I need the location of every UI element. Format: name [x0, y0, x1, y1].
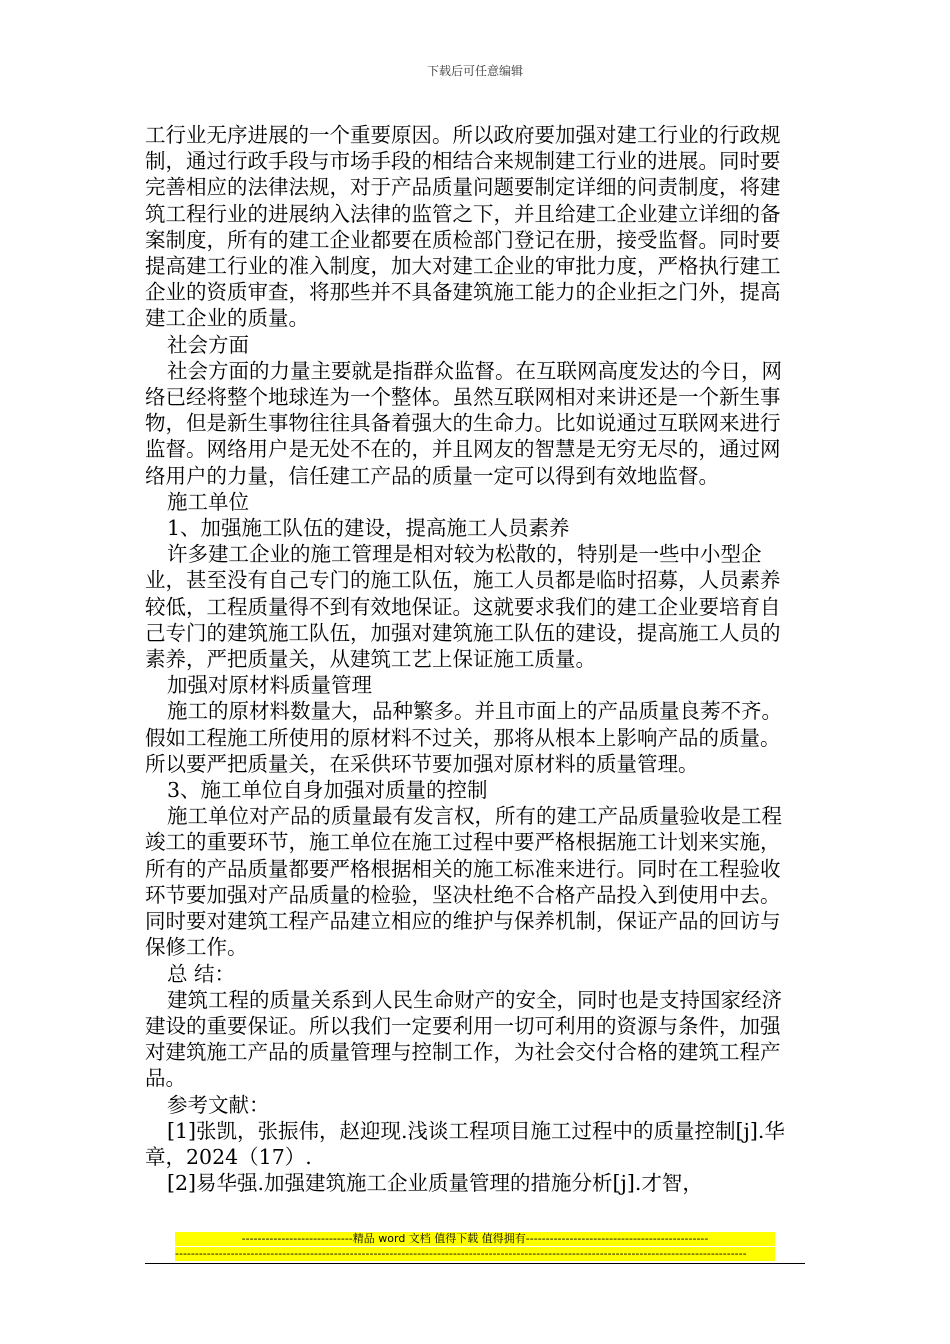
paragraph-social: 社会方面的力量主要就是指群众监督。在互联网高度发达的今日，网络已经将整个地球连为一个整体。虽然互联网相对来讲还是一个新生事物，但是新生事物往往具备着强大的生命力。比如说通过互联网来进行监督。网络用户是无处不在的，并且网友的智慧是无穷无尽的，通过网络用户的力量，信任建工产品的质量一定可以得到有效地监督。: [145, 358, 782, 488]
subheading-team-building: 1、加强施工队伍的建设，提高施工人员素养: [167, 516, 570, 541]
paragraph-team-building: 许多建工企业的施工管理是相对较为松散的，特别是一些中小型企业，甚至没有自己专门的施工队伍，施工人员都是临时招募，人员素养较低，工程质量得不到有效地保证。这就要求我们的建工企业要培育自己专门的建筑施工队伍，加强对建筑施工队伍的建设，提高施工人员的素养，严把质量关，从建筑工艺上保证施工质量。: [145, 542, 781, 672]
document-body: [145, 122, 785, 1196]
reference-item-2: [2]易华强.加强建筑施工企业质量管理的措施分析[j].才智，: [167, 1171, 703, 1196]
paragraph-regulation: 工行业无序进展的一个重要原因。所以政府要加强对建工行业的行政规制，通过行政手段与市场手段的相结合来规制建工行业的进展。同时要完善相应的法律法规，对于产品质量问题要制定详细的问责制度，将建筑工程行业的进展纳入法律的监管之下，并且给建工企业建立详细的备案制度，所有的建工企业都要在质检部门登记在册，接受监督。同时要提高建工行业的准入制度，加大对建工企业的审批力度，严格执行建工企业的资质审查，将那些并不具备建筑施工能力的企业拒之门外，提高建工企业的质量。: [145, 123, 781, 331]
footer-rule: [145, 1263, 805, 1264]
section-heading-social: 社会方面: [167, 332, 249, 357]
section-heading-references: 参考文献：: [167, 1092, 270, 1117]
paragraph-summary: 建筑工程的质量关系到人民生命财产的安全，同时也是支持国家经济建设的重要保证。所以我们一定要利用一切可利用的资源与条件，加强对建筑施工产品的质量管理与控制工作，为社会交付合格的建筑工程产品。: [145, 987, 782, 1091]
paragraph-raw-materials: 施工的原材料数量大，品种繁多。并且市面上的产品质量良莠不齐。假如工程施工所使用的原材料不过关，那将从根本上影响产品的质量。所以要严把质量关，在采供环节要加强对原材料的质量管理。: [145, 699, 782, 776]
section-heading-construction-unit: 施工单位: [167, 489, 249, 514]
paragraph-quality-control: 施工单位对产品的质量最有发言权，所有的建工产品质量验收是工程竣工的重要环节，施工单位在施工过程中要严格根据施工计划来实施，所有的产品质量都要严格根据相关的施工标准来进行。同时在工程验收环节要加强对产品质量的检验，坚决杜绝不合格产品投入到使用中去。同时要对建筑工程产品建立相应的维护与保养机制，保证产品的回访与保修工作。: [145, 804, 782, 960]
section-heading-summary: 总 结：: [167, 961, 236, 986]
reference-item-1: [1]张凯，张振伟，赵迎现.浅谈工程项目施工过程中的质量控制[j].华章，2024（17）.: [145, 1118, 785, 1169]
subheading-raw-materials: 加强对原材料质量管理: [167, 673, 372, 698]
page-header: 下载后可任意编辑: [426, 64, 523, 78]
footer-banner: ----------------------------精品 word 文档 值得下载 值得拥有----------------------------------------------: [175, 1232, 775, 1246]
footer-banner-dashes: ------------------------------------------------------------------------------------------------------------------------------------------------: [175, 1247, 775, 1261]
subheading-quality-control: 3、施工单位自身加强对质量的控制: [167, 778, 488, 803]
